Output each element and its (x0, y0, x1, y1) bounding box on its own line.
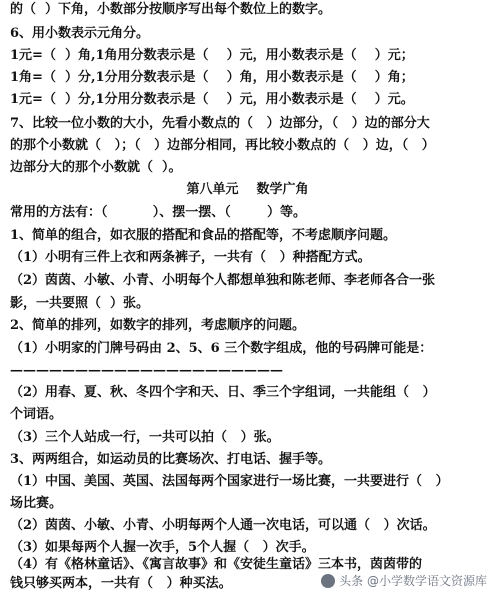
text-line: 6、用小数表示元角分。 (10, 26, 150, 41)
text-line: 边部分大的那个小数就（ ）。 (10, 160, 182, 175)
text-line: （3）如果每两个人握一次手，5个人握（ ）次手。 (10, 540, 315, 555)
text-line: 常用的方法有：（ ）、摆一摆、（ ）等。 (10, 205, 306, 220)
toutiao-logo-icon (321, 574, 335, 588)
text-line: 钱只够买两本，一共有（ ）种买法。 (10, 576, 232, 591)
text-line: （2）茵茵、小敏、小青、小明每个人都想单独和陈老师、李老师各合一张 (10, 273, 436, 288)
section-title: 第八单元 数学广角 (186, 182, 309, 197)
text-line: 1、简单的组合，如衣服的搭配和食品的搭配等，不考虑顺序问题。 (10, 228, 397, 243)
text-line: 1元=（ ）角,1角用分数表示是（ ）元，用小数表示是（ ）元； (10, 48, 414, 63)
text-line: （2）茵茵、小敏、小青、小明每两个人通一次电话，可以通（ ）次话。 (10, 518, 436, 533)
text-line: （1）小明有三件上衣和两条裤子，一共有（ ）种搭配方式。 (10, 250, 371, 265)
text-line: 1元=（ ）分,1分用分数表示是（ ）元，用小数表示是（ ）元。 (10, 92, 414, 107)
text-line: 的（ ）下角，小数部分按顺序写出每个数位上的数字。 (10, 2, 332, 17)
text-line: 个词语。 (10, 407, 63, 422)
text-line: 的那个小数就（ ）；（ ）边部分相同，再比较小数点的（ ）边，（ ） (10, 138, 435, 153)
text-line: 3、两两组合，如运动员的比赛场次、打电话、握手等。 (10, 452, 332, 467)
watermark-text: 头条 @小学数学语文资源库 (339, 574, 487, 588)
text-line: 场比赛。 (10, 496, 63, 511)
text-line: （3）三个人站成一行，一共可以拍（ ）张。 (10, 430, 280, 445)
text-line: （2）用春、夏、秋、冬四个字和天、日、季三个字组词，一共能组（ ） (10, 385, 436, 400)
text-line: 1角=（ ）分,1分用分数表示是（ ）角，用小数表示是（ ）角； (10, 70, 414, 85)
text-line: 影，一共要照（ ）张。 (10, 296, 150, 311)
text-line: 7、比较一位小数的大小，先看小数点的（ ）边部分，（ ）边的部分大 (10, 116, 430, 131)
text-line: （1）中国、美国、英国、法国每两个国家进行一场比赛，一共要进行（ ） (10, 474, 449, 489)
text-line: （4）有《格林童话》、《寓言故事》和《安徒生童话》三本书，茵茵带的 (10, 557, 423, 572)
watermark (321, 572, 487, 589)
text-line: 2、简单的排列，如数字的排列，考虑顺序的问题。 (10, 318, 306, 333)
text-line: （1）小明家的门牌号码由 2、5、6 三个数字组成，他的号码牌可能是： (10, 341, 433, 356)
answer-blank-line: ————————————————————— (10, 363, 283, 378)
